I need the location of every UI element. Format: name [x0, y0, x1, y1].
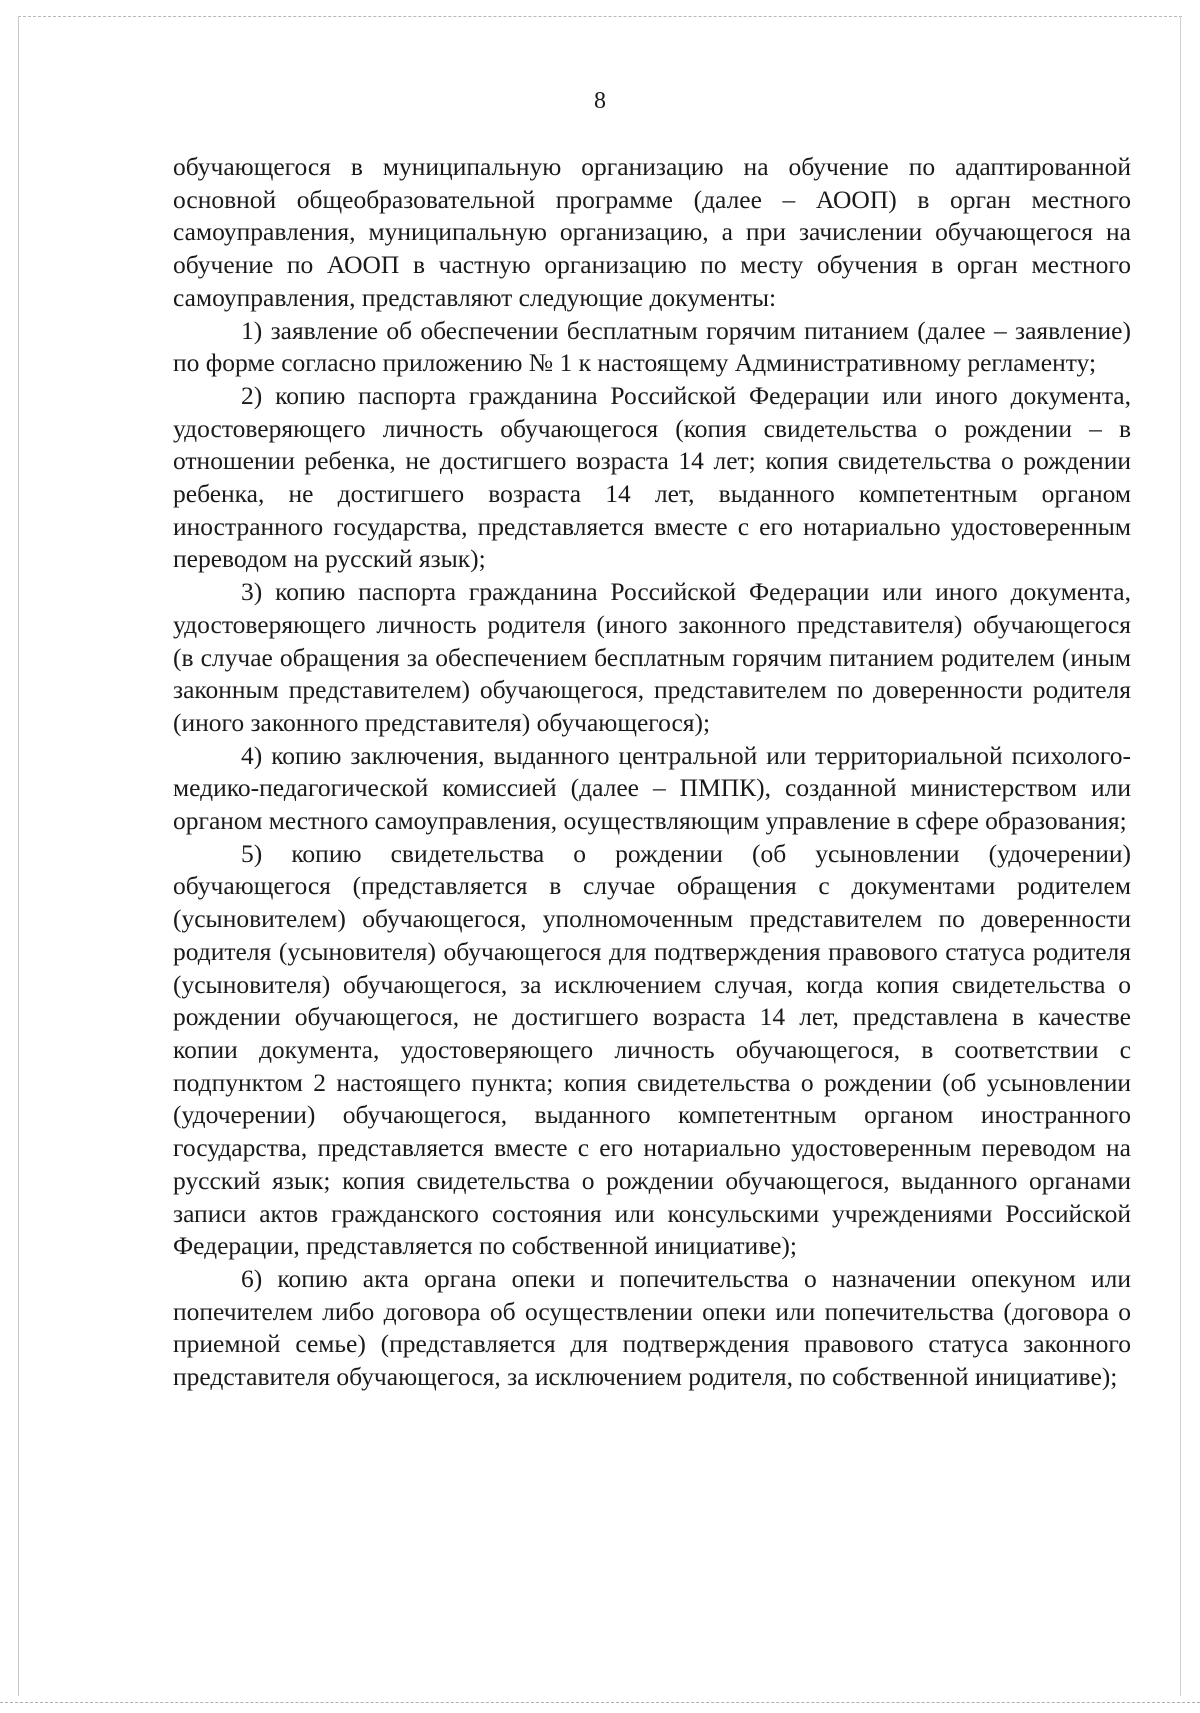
paragraph-item-6: 6) копию акта органа опеки и попечительства о назначении опекуном или попечителем либо договора об осуществлении опеки или попечительства (договора о приемной семье) (представляется для подтверждения правового статуса законного представителя обучающегося, за исключением родителя, по собственной инициативе);: [173, 1263, 1131, 1392]
scan-edge-top: [18, 16, 1182, 17]
scan-edge-right: [1180, 16, 1181, 1696]
paragraph-item-5: 5) копию свидетельства о рождении (об усыновлении (удочерении) обучающегося (представляется в случае обращения с документами родителем (усыновителем) обучающегося, уполномоченным представителем по доверенности родителя (усыновителя) обучающегося для подтверждения правового статуса родителя (усыновителя) обучающегося, за исключением случая, когда копия свидетельства о рождении обучающегося, не достигшего возраста 14 лет, представлена в качестве копии документа, удостоверяющего личность обучающегося, в соответствии с подпунктом 2 настоящего пункта; копия свидетельства о рождении (об усыновлении (удочерении) обучающегося, выданного компетентным органом иностранного государства, представляется вместе с его нотариально удостоверенным переводом на русский язык; копия свидетельства о рождении обучающегося, выданного органами записи актов гражданского состояния или консульскими учреждениями Российской Федерации, представляется по собственной инициативе);: [173, 838, 1131, 1261]
paragraph-item-4: 4) копию заключения, выданного центральной или территориальной психолого-медико-педагогической комиссией (далее – ПМПК), созданной министерством или органом местного самоуправления, осуществляющим управление в сфере образования;: [173, 740, 1131, 836]
scan-edge-left: [18, 16, 19, 1696]
paragraph-item-1: 1) заявление об обеспечении бесплатным горячим питанием (далее – заявление) по форме согласно приложению № 1 к настоящему Административному регламенту;: [173, 315, 1131, 378]
scan-edge-bottom: [0, 1702, 1200, 1703]
document-body: [173, 151, 1131, 1394]
paragraph-intro: обучающегося в муниципальную организацию на обучение по адаптированной основной общеобразовательной программе (далее – АООП) в орган местного самоуправления, муниципальную организацию, а при зачислении обучающегося на обучение по АООП в частную организацию по месту обучения в орган местного самоуправления, представляют следующие документы:: [173, 152, 1131, 312]
paragraph-item-3: 3) копию паспорта гражданина Российской Федерации или иного документа, удостоверяющего личность родителя (иного законного представителя) обучающегося (в случае обращения за обеспечением бесплатным горячим питанием родителем (иным законным представителем) обучающегося, представителем по доверенности родителя (иного законного представителя) обучающегося);: [173, 577, 1131, 737]
paragraph-item-2: 2) копию паспорта гражданина Российской Федерации или иного документа, удостоверяющего личность обучающегося (копия свидетельства о рождении – в отношении ребенка, не достигшего возраста 14 лет; копия свидетельства о рождении ребенка, не достигшего возраста 14 лет, выданного компетентным органом иностранного государства, представляется вместе с его нотариально удостоверенным переводом на русский язык);: [173, 380, 1131, 574]
page-number: 8: [594, 88, 606, 114]
